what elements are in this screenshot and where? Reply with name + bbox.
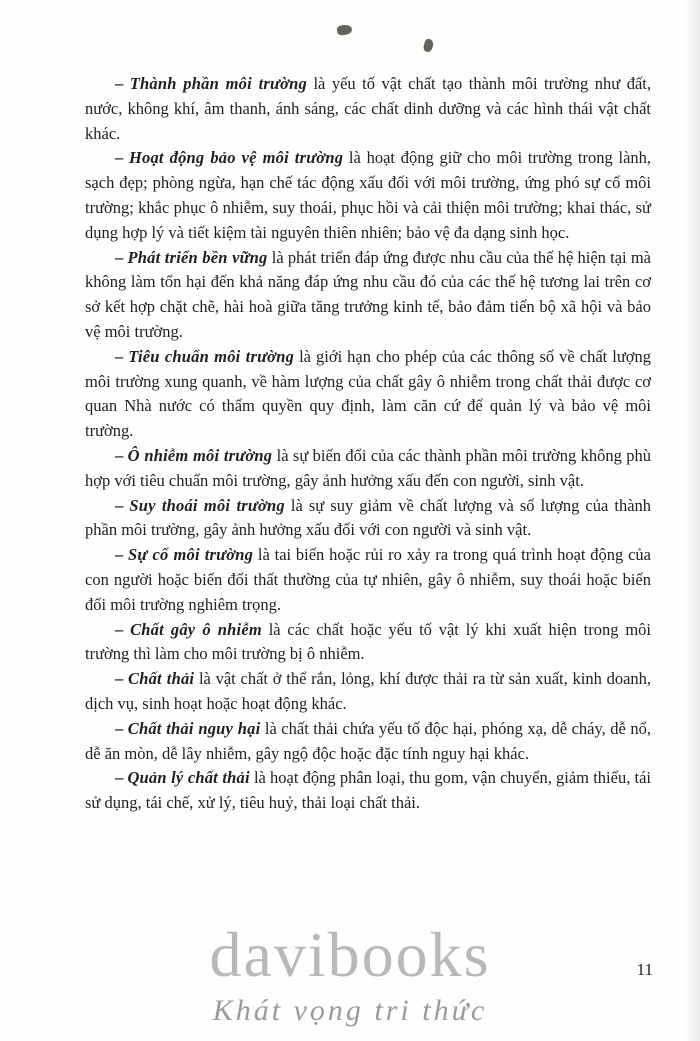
term-label: Quản lý chất thải (127, 768, 250, 788)
paragraph-text: là giới hạn cho phép của các thông số về chất lượng môi trường xung quanh, về hàm lượng của chất gây ô nhiễm trong chất thải được cơ quan Nhà nước có thẩm quyền quy định, làm căn cứ để quản lý và bảo vệ môi trường. (85, 346, 652, 441)
paragraph-text: là yếu tố vật chất tạo thành môi trường như đất, nước, không khí, âm thanh, ánh sáng, các chất dinh dưỡng và các hình thái vật chất khác. (85, 74, 652, 143)
page-content (85, 72, 651, 816)
watermark (0, 918, 700, 1028)
definition-paragraph (85, 494, 651, 544)
list-dash: – (115, 346, 124, 366)
paragraph-text: là chất thải chứa yếu tố độc hại, phóng xạ, dễ cháy, dễ nổ, dễ ăn mòn, dễ lây nhiễm, gây ngộ độc hoặc đặc tính nguy hại khác. (85, 718, 652, 763)
term-label: Thành phần môi trường (129, 74, 307, 93)
definition-paragraph (85, 146, 651, 245)
scan-artifact (336, 24, 352, 36)
paragraph-text: là tai biến hoặc rủi ro xảy ra trong quá trình hoạt động của con người hoặc biến đổi thất thường của tự nhiên, gây ô nhiễm, suy thoái hoặc biến đổi môi trường nghiêm trọng. (85, 545, 651, 614)
paragraph-text: là hoạt động phân loại, thu gom, vận chuyển, giảm thiểu, tái sử dụng, tái chế, xử lý, tiêu huỷ, thải loại chất thải. (85, 768, 652, 813)
term-label: Sự cố môi trường (128, 545, 254, 565)
term-label: Chất thải (128, 669, 195, 689)
definition-paragraph (85, 717, 651, 767)
paragraph-text: là hoạt động giữ cho môi trường trong lành, sạch đẹp; phòng ngừa, hạn chế tác động xấu đối với môi trường, ứng phó sự cố môi trường; khắc phục ô nhiễm, suy thoái, phục hồi và cải thiện môi trường; khai thác, sử dụng hợp lý và tiết kiệm tài nguyên thiên nhiên; bảo vệ đa dạng sinh học. (85, 148, 652, 242)
term-label: Tiêu chuẩn môi trường (128, 346, 295, 366)
list-dash: – (115, 768, 124, 788)
term-label: Hoạt động bảo vệ môi trường (129, 148, 344, 168)
list-dash: – (115, 718, 124, 738)
watermark-slogan: Khát vọng tri thức (212, 994, 488, 1027)
definition-paragraph (85, 618, 651, 668)
watermark-brand: davibooks (209, 919, 491, 990)
list-dash: – (115, 619, 124, 639)
definition-paragraph (85, 246, 651, 345)
list-dash: – (115, 247, 124, 267)
definition-paragraph (85, 444, 651, 494)
term-label: Suy thoái môi trường (129, 495, 285, 515)
term-label: Chất gây ô nhiễm (130, 619, 262, 639)
paragraph-text: là sự suy giảm về chất lượng và số lượng của thành phần môi trường, gây ảnh hưởng xấu đối với con người và sinh vật. (85, 495, 652, 540)
list-dash: – (115, 495, 124, 515)
paragraph-text: là phát triển đáp ứng được nhu cầu của thế hệ hiện tại mà không làm tổn hại đến khả năng đáp ứng nhu cầu đó của các thế hệ tương lai trên cơ sở kết hợp chặt chẽ, hài hoà giữa tăng trưởng kinh tế, bảo đảm tiến bộ xã hội và bảo vệ môi trường. (85, 247, 652, 341)
list-dash: – (115, 669, 124, 689)
paragraph-text: là vật chất ở thể rắn, lỏng, khí được thải ra từ sản xuất, kinh doanh, dịch vụ, sinh hoạt hoặc hoạt động khác. (85, 669, 652, 713)
scan-artifact (423, 38, 435, 53)
term-label: Ô nhiễm môi trường (127, 445, 273, 465)
definition-paragraph (85, 345, 651, 444)
definition-paragraph (85, 667, 651, 717)
paragraph-text: là sự biến đổi của các thành phần môi trường không phù hợp với tiêu chuẩn môi trường, gây ảnh hưởng xấu đến con người, sinh vật. (85, 445, 652, 490)
scan-edge-shadow (684, 0, 700, 1041)
definition-paragraph (85, 72, 651, 146)
term-label: Chất thải nguy hại (127, 718, 261, 738)
list-dash: – (115, 74, 124, 93)
paragraph-text: là các chất hoặc yếu tố vật lý khi xuất hiện trong môi trường thì làm cho môi trường bị ô nhiễm. (85, 619, 651, 664)
term-label: Phát triển bền vững (127, 247, 268, 267)
page-number: 11 (636, 960, 653, 979)
list-dash: – (115, 445, 124, 465)
list-dash: – (115, 148, 124, 168)
definition-paragraph (85, 766, 651, 816)
definition-paragraph (85, 543, 651, 617)
list-dash: – (115, 545, 124, 565)
